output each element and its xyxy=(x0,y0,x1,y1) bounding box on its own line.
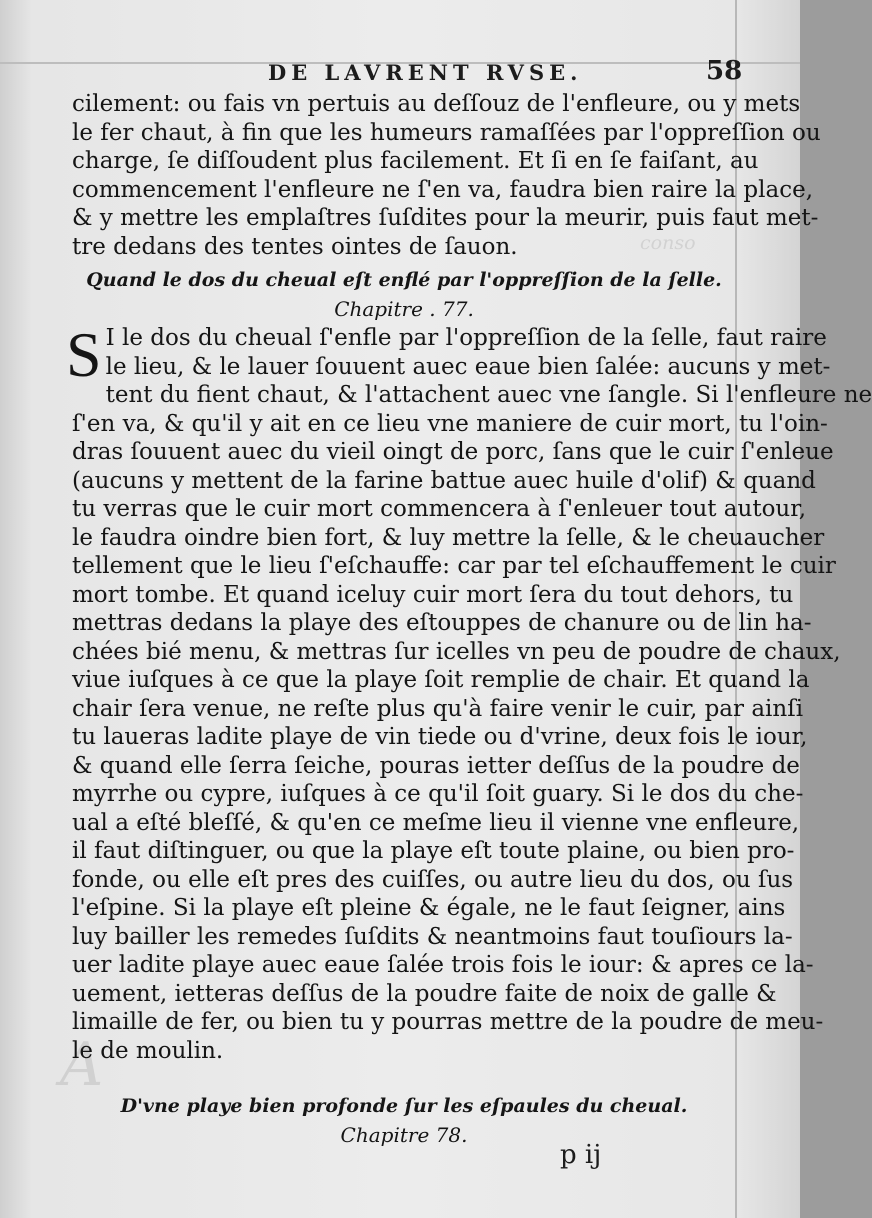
running-head xyxy=(0,56,800,92)
show-through-text: conso xyxy=(640,232,696,254)
chapter-number: Chapitre . 77. xyxy=(334,297,474,321)
text-line: charge, ſe diſſoudent plus facilement. Et ſi en ſe faiſant, au xyxy=(72,148,759,174)
text-line: commencement l'enfleure ne ſ'en va, faudra bien raire la place, xyxy=(72,176,814,203)
page-body xyxy=(66,90,872,1150)
text-line: mettras dedans la playe des eſtouppes de chanure ou de lin ha- xyxy=(72,610,812,636)
running-head-title: DE LAVRENT RVSE. xyxy=(268,60,583,85)
text-line: chair ſera venue, ne reſte plus qu'à faire venir le cuir, par ainſi xyxy=(72,695,804,722)
chapter-heading: Quand le dos du cheual eſt enflé par l'oppreſſion de la ſelle. xyxy=(86,269,722,291)
text-line: il faut diſtinguer, ou que la playe eſt toute plaine, ou bien pro- xyxy=(72,838,795,864)
text-line: le de moulin. xyxy=(72,1037,224,1064)
text-line: tre dedans des tentes ointes de ſauon. xyxy=(72,233,518,260)
text-line: limaille de fer, ou bien tu y pourras mettre de la poudre de meu- xyxy=(72,1009,824,1035)
text-line: le lieu, & le lauer ſouuent auec eaue bien ſalée: aucuns y met- xyxy=(105,353,831,380)
chapter-number: Chapitre 78. xyxy=(340,1123,468,1147)
text-line: (aucuns y mettent de la farine battue auec huile d'olif) & quand xyxy=(72,467,816,494)
text-line: luy bailler les remedes ſuſdits & neantmoins faut touſiours la- xyxy=(72,923,793,950)
text-line: dras ſouuent auec du vieil oingt de porc, ſans que le cuir ſ'enleue xyxy=(72,439,834,465)
drop-cap: S xyxy=(66,319,102,390)
text-line: fonde, ou elle eſt pres des cuiſſes, ou autre lieu du dos, ou ſus xyxy=(72,866,794,893)
page-number: 58 xyxy=(706,56,743,86)
text-line: myrrhe ou cypre, iuſques à ce qu'il ſoit guary. Si le dos du che- xyxy=(72,781,804,807)
text-line: tellement que le lieu ſ'eſchauffe: car par tel eſchauffement le cuir xyxy=(72,553,836,579)
text-line: & y mettre les emplaſtres ſuſdites pour la meurir, puis faut met- xyxy=(72,205,819,231)
text-line: ſ'en va, & qu'il y ait en ce lieu vne maniere de cuir mort, tu l'oin- xyxy=(72,410,828,437)
text-line: chées bié menu, & mettras ſur icelles vn peu de poudre de chaux, xyxy=(72,638,841,665)
text-line: uement, ietteras deſſus de la poudre faite de noix de galle & xyxy=(72,980,777,1007)
text-line: le faudra oindre bien fort, & luy mettre la ſelle, & le cheuaucher xyxy=(72,524,825,551)
text-line: tu laueras ladite playe de vin tiede ou d'vrine, deux fois le iour, xyxy=(72,724,808,750)
signature-mark: p ij xyxy=(560,1140,602,1170)
show-through-text: A xyxy=(60,1030,104,1100)
text-line: & quand elle ſerra ſeiche, pouras ietter deſſus de la poudre de xyxy=(72,752,800,779)
text-line: l'eſpine. Si la playe eſt pleine & égale, ne le faut ſeigner, ains xyxy=(72,895,786,921)
section-continuation xyxy=(72,90,821,261)
text-line: tent du fient chaut, & l'attachent auec vne ſangle. Si l'enfleure ne xyxy=(105,382,872,408)
chapter-heading: D'vne playe bien profonde ſur les eſpaules du cheual. xyxy=(120,1095,688,1117)
text-line: viue iuſques à ce que la playe ſoit remplie de chair. Et quand la xyxy=(72,667,810,693)
text-line: ual a eſté bleſſé, & qu'en ce meſme lieu il vienne vne enfleure, xyxy=(72,809,800,836)
text-line: I le dos du cheual ſ'enfle par l'oppreſſion de la ſelle, faut raire xyxy=(105,325,827,351)
chapter-77-text xyxy=(66,319,872,1065)
section-gap xyxy=(72,1065,736,1093)
text-line: mort tombe. Et quand iceluy cuir mort ſera du tout dehors, tu xyxy=(72,581,794,608)
text-line: cilement: ou fais vn pertuis au deſſouz de l'enfleure, ou y mets xyxy=(72,91,801,117)
text-line: tu verras que le cuir mort commencera à ſ'enleuer tout autour, xyxy=(72,496,807,522)
text-line: uer ladite playe auec eaue ſalée trois fois le iour: & apres ce la- xyxy=(72,952,814,978)
text-line: le fer chaut, à fin que les humeurs ramaſſées par l'oppreſſion ou xyxy=(72,119,821,146)
